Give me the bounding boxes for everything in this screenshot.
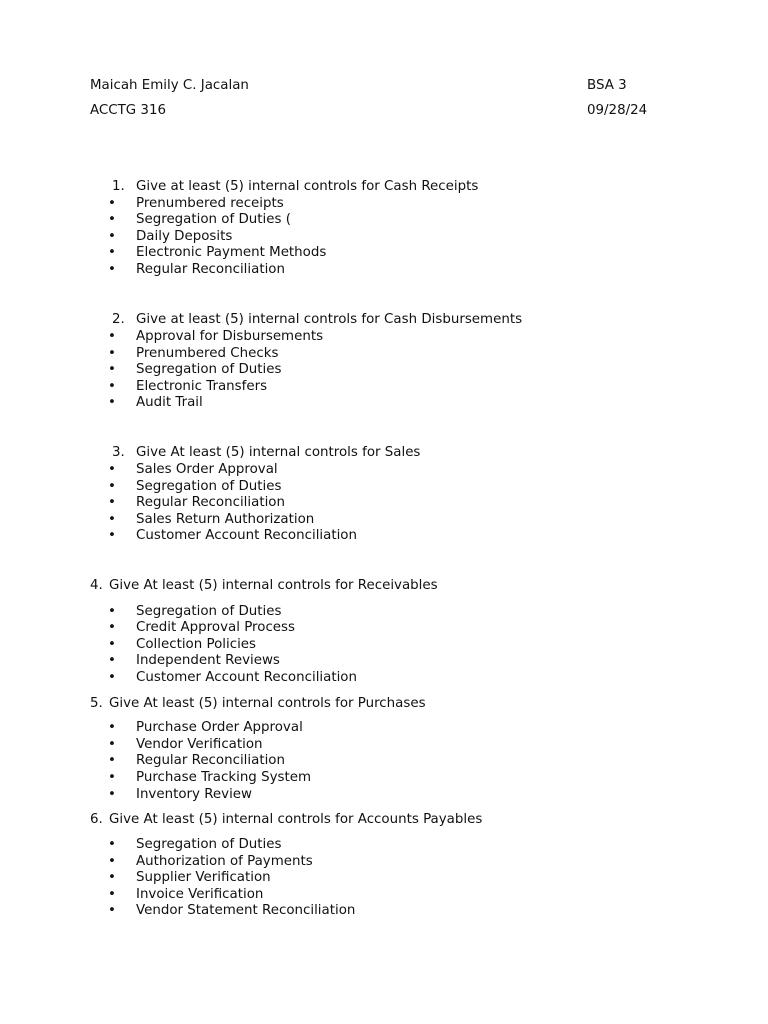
question-number: 1. [112, 179, 125, 194]
bullet-point: • [108, 637, 116, 652]
list-item: Supplier Verification [136, 870, 271, 885]
bullet-point: • [108, 245, 116, 260]
list-item: Credit Approval Process [136, 620, 295, 635]
bullet-point: • [108, 212, 116, 227]
bullet-point: • [108, 196, 116, 211]
bullet-point: • [108, 870, 116, 885]
bullet-point: • [108, 495, 116, 510]
list-item: Vendor Verification [136, 737, 263, 752]
question-text: Give at least (5) internal controls for Cash Receipts [136, 179, 479, 194]
bullet-point: • [108, 887, 116, 902]
bullet-point: • [108, 903, 116, 918]
bullet-point: • [108, 753, 116, 768]
question-text: Give At least (5) internal controls for Accounts Payables [109, 812, 483, 827]
question-number: 3. [112, 445, 125, 460]
list-item: Segregation of Duties [136, 479, 282, 494]
student-section: BSA 3 [587, 78, 627, 93]
list-item: Purchase Tracking System [136, 770, 311, 785]
question-text: Give At least (5) internal controls for Purchases [109, 696, 426, 711]
list-item: Authorization of Payments [136, 854, 313, 869]
list-item: Segregation of Duties ( [136, 212, 291, 227]
bullet-point: • [108, 262, 116, 277]
list-item: Purchase Order Approval [136, 720, 303, 735]
list-item: Invoice Verification [136, 887, 264, 902]
bullet-point: • [108, 362, 116, 377]
list-item: Prenumbered Checks [136, 346, 279, 361]
student-name: Maicah Emily C. Jacalan [90, 78, 249, 93]
bullet-point: • [108, 837, 116, 852]
list-item: Segregation of Duties [136, 604, 282, 619]
bullet-point: • [108, 737, 116, 752]
list-item: Customer Account Reconciliation [136, 670, 357, 685]
bullet-point: • [108, 720, 116, 735]
list-item: Electronic Payment Methods [136, 245, 327, 260]
question-text: Give At least (5) internal controls for Receivables [109, 578, 438, 593]
list-item: Electronic Transfers [136, 379, 268, 394]
bullet-point: • [108, 770, 116, 785]
list-item: Regular Reconciliation [136, 262, 285, 277]
list-item: Inventory Review [136, 787, 252, 802]
bullet-point: • [108, 512, 116, 527]
bullet-point: • [108, 346, 116, 361]
question-number: 2. [112, 312, 125, 327]
list-item: Sales Order Approval [136, 462, 278, 477]
bullet-point: • [108, 670, 116, 685]
list-item: Vendor Statement Reconciliation [136, 903, 356, 918]
document-date: 09/28/24 [587, 103, 648, 118]
list-item: Segregation of Duties [136, 362, 282, 377]
bullet-point: • [108, 653, 116, 668]
bullet-point: • [108, 620, 116, 635]
question-number: 6. [90, 812, 103, 827]
list-item: Collection Policies [136, 637, 257, 652]
bullet-point: • [108, 229, 116, 244]
course-code: ACCTG 316 [90, 103, 166, 118]
question-text: Give At least (5) internal controls for Sales [136, 445, 421, 460]
list-item: Segregation of Duties [136, 837, 282, 852]
bullet-point: • [108, 787, 116, 802]
bullet-point: • [108, 395, 116, 410]
question-text: Give at least (5) internal controls for Cash Disbursements [136, 312, 523, 327]
bullet-point: • [108, 604, 116, 619]
question-number: 4. [90, 578, 103, 593]
list-item: Independent Reviews [136, 653, 280, 668]
bullet-point: • [108, 379, 116, 394]
list-item: Sales Return Authorization [136, 512, 315, 527]
list-item: Regular Reconciliation [136, 753, 285, 768]
list-item: Prenumbered receipts [136, 196, 284, 211]
list-item: Customer Account Reconciliation [136, 528, 357, 543]
bullet-point: • [108, 462, 116, 477]
list-item: Regular Reconciliation [136, 495, 285, 510]
list-item: Approval for Disbursements [136, 329, 324, 344]
list-item: Daily Deposits [136, 229, 233, 244]
bullet-point: • [108, 329, 116, 344]
bullet-point: • [108, 528, 116, 543]
bullet-point: • [108, 479, 116, 494]
list-item: Audit Trail [136, 395, 203, 410]
bullet-point: • [108, 854, 116, 869]
question-number: 5. [90, 696, 103, 711]
